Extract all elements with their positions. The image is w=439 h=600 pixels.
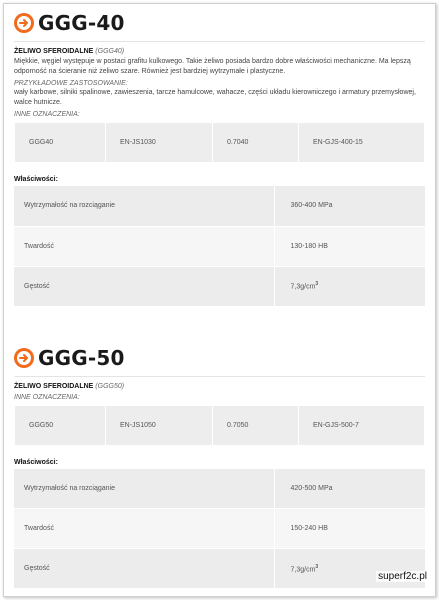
page-frame — [3, 3, 436, 597]
superscript: 3 — [315, 563, 319, 570]
property-value: 420-500 MPa — [274, 469, 425, 509]
table-row — [14, 469, 425, 509]
table-row — [14, 266, 425, 306]
designations-table — [14, 405, 425, 446]
property-value-cell — [274, 549, 425, 589]
grade-section-ggg50 — [4, 345, 435, 590]
arrow-right-circle-icon — [14, 348, 34, 368]
property-name: Gęstość — [14, 549, 274, 589]
other-designations-label: INNE OZNACZENIA: — [14, 393, 80, 401]
watermark: superf2c.pl — [378, 571, 427, 582]
material-name: ŻELIWO SFEROIDALNE — [14, 48, 94, 55]
designation-cell: GGG50 — [15, 405, 106, 445]
property-name: Gęstość — [14, 266, 274, 306]
material-code: (GGG50) — [95, 382, 125, 390]
properties-label: Właściwości: — [14, 458, 58, 466]
property-name: Wytrzymałość na rozciąganie — [14, 469, 274, 509]
property-value: 7,3g/cm — [290, 283, 316, 291]
arrow-right-icon — [18, 352, 30, 364]
table-row — [14, 549, 425, 589]
designation-cell: EN-GJS-500-7 — [299, 405, 425, 445]
designation-cell: EN-JS1050 — [106, 405, 213, 445]
property-name: Twardość — [14, 226, 274, 266]
title-divider — [14, 41, 425, 42]
property-value: 150-240 HB — [274, 509, 425, 549]
property-name: Wytrzymałość na rozciąganie — [14, 186, 274, 226]
property-value: 360-400 MPa — [274, 186, 425, 226]
designation-cell: EN-JS1030 — [106, 123, 213, 163]
property-value-cell — [274, 266, 425, 306]
table-row — [14, 186, 425, 226]
designation-cell: 0.7040 — [213, 123, 299, 163]
properties-label: Właściwości: — [14, 176, 58, 183]
arrow-right-circle-icon — [14, 13, 34, 33]
material-description: Miękkie, węgiel występuje w postaci grafitu kulkowego. Takie żeliwo posiada bardzo dobre właściwości mechaniczne. Ma lepszą odporność na ścieranie niż żeliwo szare. Również jest bardziej wytrzymałe i plastyczne. — [14, 58, 411, 75]
table-row — [14, 226, 425, 266]
title-divider — [14, 376, 425, 377]
grade-section-ggg40 — [4, 10, 435, 307]
applications-text: wały karbowe, silniki spalinowe, zawieszenia, tarcze hamulcowe, wahacze, części układu kierowniczego i armatury przemysłowej, walce hutnicze. — [14, 89, 416, 106]
table-row — [15, 123, 425, 163]
superscript: 3 — [315, 281, 319, 288]
material-code: (GGG40) — [95, 48, 125, 55]
material-subhead — [14, 48, 425, 55]
designation-cell: GGG40 — [15, 123, 106, 163]
properties-table — [14, 469, 425, 590]
table-row — [14, 509, 425, 549]
designations-table — [14, 122, 425, 163]
material-name: ŻELIWO SFEROIDALNE — [14, 382, 94, 390]
property-name: Twardość — [14, 509, 274, 549]
properties-table — [14, 186, 425, 307]
arrow-right-icon — [18, 17, 30, 29]
grade-title: GGG-50 — [38, 345, 125, 370]
property-value: 130-180 HB — [274, 226, 425, 266]
property-value: 7,3g/cm — [290, 566, 316, 574]
grade-title-row — [14, 345, 425, 371]
grade-title-row — [14, 10, 425, 36]
section-spacer — [4, 307, 435, 339]
grade-title: GGG-40 — [38, 11, 125, 35]
designation-cell: EN-GJS-400-15 — [299, 123, 425, 163]
table-row — [15, 405, 425, 445]
other-designations-label: INNE OZNACZENIA: — [14, 111, 80, 118]
material-subhead — [14, 383, 425, 390]
applications-label: PRZYKŁADOWE ZASTOSOWANIE: — [14, 80, 128, 87]
designation-cell: 0.7050 — [213, 405, 299, 445]
